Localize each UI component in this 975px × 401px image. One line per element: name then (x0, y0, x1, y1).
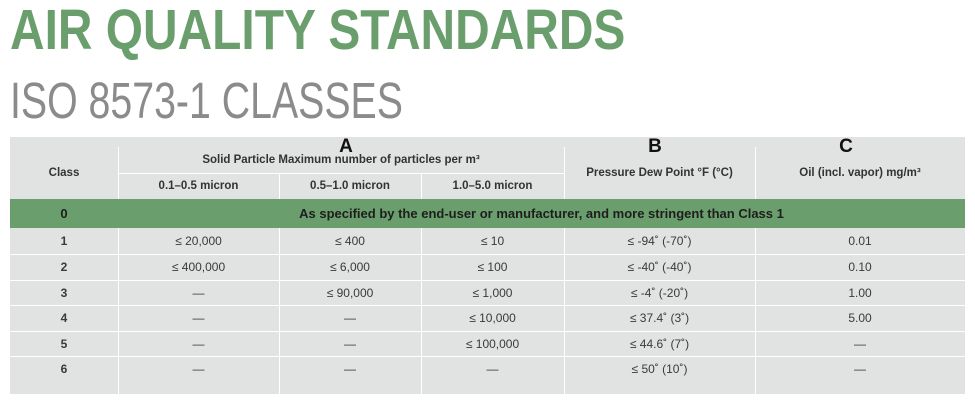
table-cell: ≤ 6,000 (330, 260, 370, 274)
table-cell: ≤ 100 (477, 260, 508, 274)
table-cell: — (192, 336, 205, 351)
header-size-0-5: 0.5–1.0 micron (310, 180, 390, 192)
table-cell: ≤ 37.4˚ (3˚) (629, 311, 690, 325)
table-cell: ≤ 400,000 (171, 260, 226, 274)
table-cell: 0.10 (848, 260, 872, 274)
header-size-0-1: 0.1–0.5 micron (158, 180, 239, 192)
grid-line (279, 173, 280, 199)
table-cell: ≤ 10,000 (469, 311, 516, 325)
table-cell: ≤ 50˚ (10˚) (631, 362, 688, 376)
table-cell: — (344, 311, 356, 325)
table-cell: ≤ 100,000 (465, 336, 520, 351)
table-cell-class: 1 (60, 234, 68, 248)
table-cell: — (344, 336, 356, 351)
table-cell: — (854, 362, 866, 376)
header-oil: Oil (incl. vapor) mg/m³ (799, 167, 921, 179)
table-cell: 5.00 (848, 311, 872, 325)
class-0-description: As specified by the end-user or manufacturer, and more stringent than Class 1 (299, 206, 784, 221)
table-cell: ≤ 20,000 (175, 234, 222, 248)
table-cell: — (486, 362, 499, 376)
grid-line (118, 173, 564, 174)
table-cell-class: 2 (60, 260, 68, 274)
table-cell: ≤ 44.6˚ (7˚) (629, 336, 690, 351)
table-cell: — (192, 362, 205, 376)
page-subtitle: ISO 8573-1 CLASSES (10, 72, 403, 129)
table-cell-class: 6 (60, 362, 68, 376)
table-cell-class: 5 (60, 336, 68, 351)
header-particles: Solid Particle Maximum number of particles per m³ (202, 154, 480, 166)
table-cell: ≤ -40˚ (-40˚) (627, 260, 692, 274)
table-cell: ≤ 400 (335, 234, 365, 248)
table-cell: ≤ 10 (480, 234, 505, 248)
table-cell: ≤ 90,000 (326, 285, 374, 300)
table-cell: ≤ 1,000 (472, 285, 513, 300)
column-letter-b: B (648, 136, 662, 157)
table-cell: ≤ -4˚ (-20˚) (630, 285, 689, 300)
table-cell: — (192, 311, 205, 325)
header-dew-point: Pressure Dew Point °F (°C) (586, 167, 733, 179)
table-cell: 0.01 (848, 234, 872, 248)
column-letter-a: A (339, 136, 353, 157)
table-cell: — (344, 362, 356, 376)
header-size-1-0: 1.0–5.0 micron (452, 180, 533, 192)
class-0-label: 0 (60, 206, 68, 221)
grid-line (564, 147, 565, 199)
grid-line (755, 147, 756, 199)
grid-line (421, 173, 422, 199)
header-class: Class (48, 167, 80, 179)
column-letter-c: C (839, 136, 853, 157)
table-cell: ≤ -94˚ (-70˚) (627, 234, 692, 248)
table-cell-class: 4 (60, 311, 68, 325)
table-cell: 1.00 (848, 285, 872, 300)
page-title: AIR QUALITY STANDARDS (10, 0, 626, 62)
table-cell-class: 3 (60, 285, 68, 300)
table-cell: — (192, 285, 205, 300)
table-cell: — (854, 336, 866, 351)
